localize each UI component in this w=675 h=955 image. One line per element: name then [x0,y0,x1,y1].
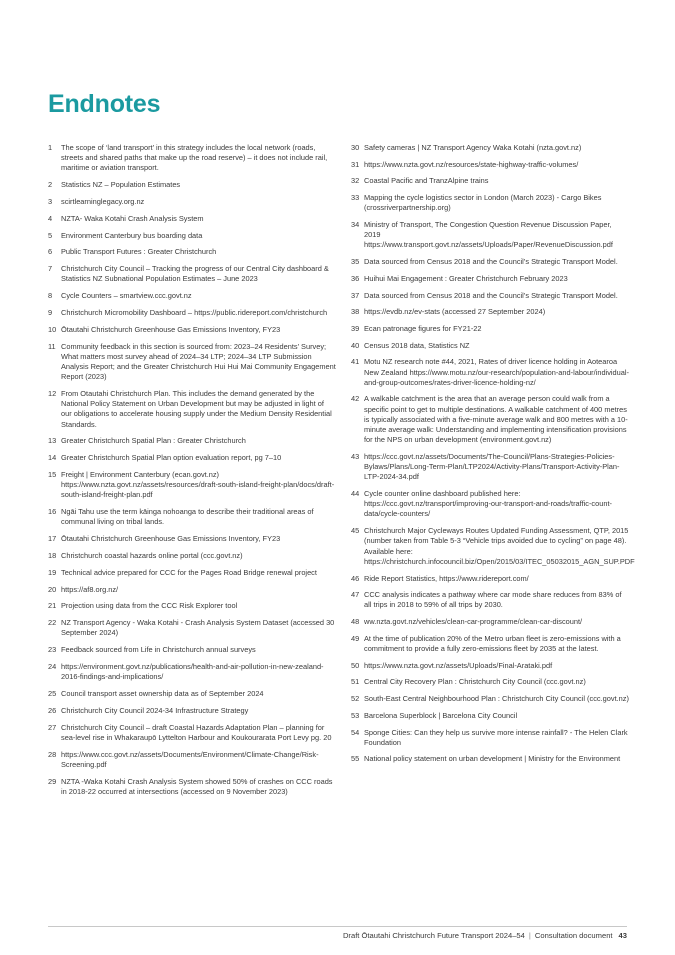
endnote-item [48,723,336,743]
endnote-item [48,585,336,595]
endnote-text: https://environment.govt.nz/publications/health-and-air-pollution-in-new-zealand-2016-findings-and-implications/ [61,661,324,682]
endnote-text: CCC analysis indicates a pathway where car mode share reduces from 83% of all trips in 2018 to 59% of all trips by 2030. [364,590,622,610]
endnote-number: 45 [351,526,360,536]
endnote-item [351,711,630,721]
endnote-item [48,618,336,638]
endnote-item [48,180,336,190]
endnote-number: 17 [48,534,57,544]
endnote-item [48,291,336,301]
endnote-item [351,160,630,170]
endnote-number: 14 [48,453,57,463]
endnote-text: Ecan patronage figures for FY21-22 [364,323,482,333]
endnote-text: Statistics NZ – Population Estimates [61,180,181,190]
page-footer [343,931,627,940]
endnote-text: Cycle counter online dashboard published here: https://ccc.govt.nz/transport/improving-our-transport-and-roads/traffic-count-data/cycle-counters/ [364,489,612,519]
endnote-number: 44 [351,489,360,499]
endnote-text: https://af8.org.nz/ [61,584,119,594]
endnote-text: South-East Central Neighbourhood Plan : Christchurch City Council (ccc.govt.nz) [364,694,629,704]
footer-separator: | [528,931,531,940]
endnote-item [351,274,630,284]
endnote-number: 4 [48,213,53,223]
endnote-item [351,341,630,351]
endnote-item [48,436,336,446]
endnote-text: Ōtautahi Christchurch Greenhouse Gas Emissions Inventory, FY23 [61,534,281,544]
endnote-number: 47 [351,590,360,600]
endnote-text: https://www.ccc.govt.nz/assets/Documents/Environment/Climate-Change/Risk-Screening.pdf [61,749,319,769]
endnote-text: Safety cameras | NZ Transport Agency Waka Kotahi (nzta.govt.nz) [364,143,582,152]
endnote-text: Freight | Environment Canterbury (ecan.govt.nz) https://www.nzta.govt.nz/assets/resources/draft-south-island-freight-plan/docs/draft-south-island-freight-plan.pdf [61,469,335,500]
endnote-number: 5 [48,230,53,240]
endnote-item [351,617,630,627]
endnote-number: 33 [351,193,360,203]
endnote-item [48,750,336,770]
endnote-number: 19 [48,567,57,577]
endnote-number: 31 [351,159,360,169]
endnote-number: 43 [351,451,360,461]
endnote-text: Barcelona Superblock | Barcelona City Council [364,710,518,720]
footer-document-title: Draft Ōtautahi Christchurch Future Transport 2024–54 [342,931,525,940]
endnote-text: Christchurch Micromobility Dashboard – https://public.ridereport.com/christchurch [61,307,328,317]
endnote-number: 26 [48,705,57,715]
endnote-item [48,325,336,335]
endnote-number: 27 [48,722,57,732]
endnote-item [351,661,630,671]
endnote-text: A walkable catchment is the area that an average person could walk from a specific point to get to multiple destinations. A walkable catchment of 400 metres is typically associated with a five-minute average walk and 800 metres with a 10-minute average walk: Understanding and implementing intensification provisions for the NPS on urban development (environment.govt.nz) [364,394,628,445]
endnote-number: 40 [351,340,360,350]
endnote-number: 30 [351,143,360,152]
endnote-item [48,662,336,682]
endnote-item [48,777,336,797]
endnote-item [351,291,630,301]
endnote-item [48,534,336,544]
endnote-item [351,193,630,213]
endnote-number: 7 [48,264,53,274]
endnote-number: 11 [48,341,56,351]
endnote-item [351,677,630,687]
endnote-text: Christchurch City Council 2024-34 Infrastructure Strategy [61,705,249,715]
endnote-number: 29 [48,776,57,786]
endnote-item [351,634,630,654]
endnote-number: 36 [351,273,360,283]
endnote-number: 3 [48,197,53,206]
endnote-text: Census 2018 data, Statistics NZ [364,340,470,350]
endnote-text: Ngāi Tahu use the term kāinga nohoanga to describe their traditional areas of communal living on tribal lands. [61,507,314,527]
endnote-item [48,247,336,257]
endnotes-column-left [48,143,336,804]
endnote-text: https://www.nzta.govt.nz/assets/Uploads/Final-Arataki.pdf [364,660,553,670]
endnote-number: 54 [351,727,360,737]
endnote-item [351,590,630,610]
endnote-item [351,143,630,153]
endnote-text: Mapping the cycle logistics sector in London (March 2023) - Cargo Bikes (crossriverpartnership.org) [364,193,602,213]
endnote-number: 16 [48,507,57,517]
endnote-text: Ministry of Transport, The Congestion Question Revenue Discussion Paper, 2019 https://www.transport.govt.nz/assets/Uploads/Paper/RevenueDiscussion.pdf [364,220,613,250]
endnote-number: 46 [351,573,360,583]
endnote-item [351,728,630,748]
endnote-number: 38 [351,307,360,317]
endnote-number: 51 [351,677,360,687]
endnote-item [48,231,336,241]
footer-divider [48,926,627,927]
endnote-number: 42 [351,394,360,404]
endnote-number: 12 [48,388,57,398]
endnote-text: Data sourced from Census 2018 and the Council’s Strategic Transport Model. [364,290,618,300]
endnote-item [48,264,336,284]
endnote-number: 35 [351,257,360,267]
endnote-number: 6 [48,247,53,257]
endnote-text: National policy statement on urban development | Ministry for the Environment [364,754,621,764]
endnote-text: At the time of publication 20% of the Metro urban fleet is zero-emissions with a commitment to provide a fully zero-emissions fleet by 2035 at the latest. [364,633,621,654]
endnote-number: 28 [48,749,57,759]
endnote-number: 52 [351,694,360,704]
endnote-text: Huihui Mai Engagement : Greater Christchurch February 2023 [364,273,568,283]
endnote-number: 25 [48,688,57,698]
endnote-number: 41 [351,357,360,367]
endnote-number: 55 [351,754,360,764]
endnote-item [351,694,630,704]
endnote-item [48,143,336,174]
endnote-item [48,706,336,716]
endnote-text: Central City Recovery Plan : Christchurch City Council (ccc.govt.nz) [364,677,586,687]
endnote-item [48,308,336,318]
endnote-item [48,453,336,463]
endnote-text: Council transport asset ownership data as of September 2024 [61,688,264,698]
endnote-text: Feedback sourced from Life in Christchurch annual surveys [61,645,256,655]
endnote-text: Technical advice prepared for CCC for the Pages Road Bridge renewal project [61,567,317,577]
endnotes-column-right [351,143,635,771]
endnote-item [48,689,336,699]
endnote-number: 22 [48,618,57,628]
endnote-item [351,324,630,334]
endnote-number: 34 [351,220,360,230]
endnote-text: Public Transport Futures : Greater Christchurch [61,247,217,257]
endnote-text: Greater Christchurch Spatial Plan option evaluation report, pg 7–10 [61,453,282,463]
endnote-text: Cycle Counters – smartview.ccc.govt.nz [61,291,192,301]
endnote-item [48,507,336,527]
endnote-number: 18 [48,550,57,560]
endnote-text: Christchurch coastal hazards online portal (ccc.govt.nz) [61,550,243,560]
endnote-item [351,307,630,317]
endnote-item [48,601,336,611]
endnote-text: https://evdb.nz/ev-stats (accessed 27 September 2024) [364,307,546,317]
endnote-text: Ōtautahi Christchurch Greenhouse Gas Emissions Inventory, FY23 [61,324,281,334]
endnote-text: NZ Transport Agency - Waka Kotahi - Crash Analysis System Dataset (accessed 30 September 2024) [61,618,335,638]
endnote-number: 39 [351,323,360,333]
endnote-text: Data sourced from Census 2018 and the Council’s Strategic Transport Model. [364,257,618,267]
endnote-text: From Otautahi Christchurch Plan. This includes the demand generated by the National Policy Statement on Urban Development but may be adjusted in light of our obligations to accelerate housing supply under the Medium Density Residential Standards. [61,388,332,429]
endnote-item [48,197,336,207]
endnote-item [48,568,336,578]
endnote-text: https://www.nzta.govt.nz/resources/state-highway-traffic-volumes/ [364,159,579,169]
endnote-number: 8 [48,291,53,301]
endnote-text: Coastal Pacific and TranzAlpine trains [364,176,489,186]
endnote-text: NZTA- Waka Kotahi Crash Analysis System [61,213,204,223]
footer-section: Consultation document [534,931,613,940]
endnote-item [48,342,336,383]
endnote-number: 13 [48,436,57,446]
endnote-number: 21 [48,601,57,611]
endnote-text: https://ccc.govt.nz/assets/Documents/The-Council/Plans-Strategies-Policies-Bylaws/Plans/Long-Term-Plan/LTP2024/Activity-Plans/Transport-Activity-Plan-LTP-2024-34.pdf [364,451,620,482]
endnote-number: 37 [351,290,360,300]
endnote-item [351,257,630,267]
endnote-item [48,645,336,655]
endnote-text: Motu NZ research note #44, 2021, Rates of driver licence holding in Aotearoa New Zealand https://www.motu.nz/our-research/population-and-labour/individual-and-group-outcomes/rates-driver-licence-holding-nz/ [364,357,629,387]
endnote-text: Christchurch Major Cycleways Routes Updated Funding Assessment, QTP, 2015 (number taken from Table 5-3 “Vehicle trips avoided due to cycling” on page 48). Available here: https://christchurch.infocouncil.biz/Open/2015/03/ITEC_05032015_AGN_SUP.PDF [364,526,635,566]
endnote-text: Environment Canterbury bus boarding data [61,230,203,240]
endnote-number: 9 [48,307,53,317]
endnote-text: Projection using data from the CCC Risk Explorer tool [61,601,238,611]
page-title: Endnotes [48,90,161,118]
endnote-text: ww.nzta.govt.nz/vehicles/clean-car-programme/clean-car-discount/ [364,617,583,627]
endnote-text: NZTA -Waka Kotahi Crash Analysis System showed 50% of crashes on CCC roads in 2018-22 occurred at intersections (accessed on 9 November 2023) [61,776,333,796]
endnote-item [351,754,630,764]
endnote-text: scirtlearninglegacy.org.nz [61,197,145,206]
endnote-item [351,176,630,186]
endnote-item [351,394,630,445]
endnote-number: 10 [48,324,57,334]
endnote-number: 20 [48,584,57,594]
endnote-item [48,551,336,561]
endnote-item [351,220,630,251]
endnote-number: 53 [351,710,360,720]
endnote-number: 49 [351,633,360,643]
endnote-text: Christchurch City Council – Tracking the progress of our Central City dashboard & Statistics NZ Subnational Population Estimates – June 2023 [61,264,329,284]
endnote-item [351,574,630,584]
endnote-text: Ride Report Statistics, https://www.ridereport.com/ [364,573,529,583]
endnote-item [48,214,336,224]
endnote-number: 24 [48,661,57,671]
endnote-text: Community feedback in this section is sourced from: 2023–24 Residents’ Survey; What matters most survey ahead of 2024–34 LTP; 2024–34 LTP Submission Analysis Report; and the Greater Christchurch Hui Hui Mai Community Engagement Report (2023) [61,341,336,382]
endnote-item [351,526,635,567]
endnote-item [351,357,630,388]
endnote-number: 2 [48,180,53,190]
endnote-text: Greater Christchurch Spatial Plan : Greater Christchurch [61,436,246,446]
endnote-number: 23 [48,645,57,655]
page-number: 43 [618,931,627,940]
endnote-item [48,470,336,501]
endnote-number: 48 [351,617,360,627]
endnote-text: The scope of ‘land transport’ in this strategy includes the local network (roads, streets and shared paths that make up the road reserve) – it does not include rail, maritime or aviation transport. [61,143,328,173]
endnote-item [48,389,336,430]
endnote-item [351,452,630,483]
endnote-item [351,489,630,520]
endnote-text: Christchurch City Council – draft Coastal Hazards Adaptation Plan – planning for sea-level rise in Whakaraupō Lyttelton Harbour and Koukourarata Port Levy pg. 20 [61,722,332,742]
endnote-number: 32 [351,176,360,186]
endnote-number: 50 [351,660,360,670]
endnote-number: 1 [48,143,53,152]
endnote-text: Sponge Cities: Can they help us survive more intense rainfall? - The Helen Clark Foundation [364,727,628,747]
endnote-number: 15 [48,469,57,479]
